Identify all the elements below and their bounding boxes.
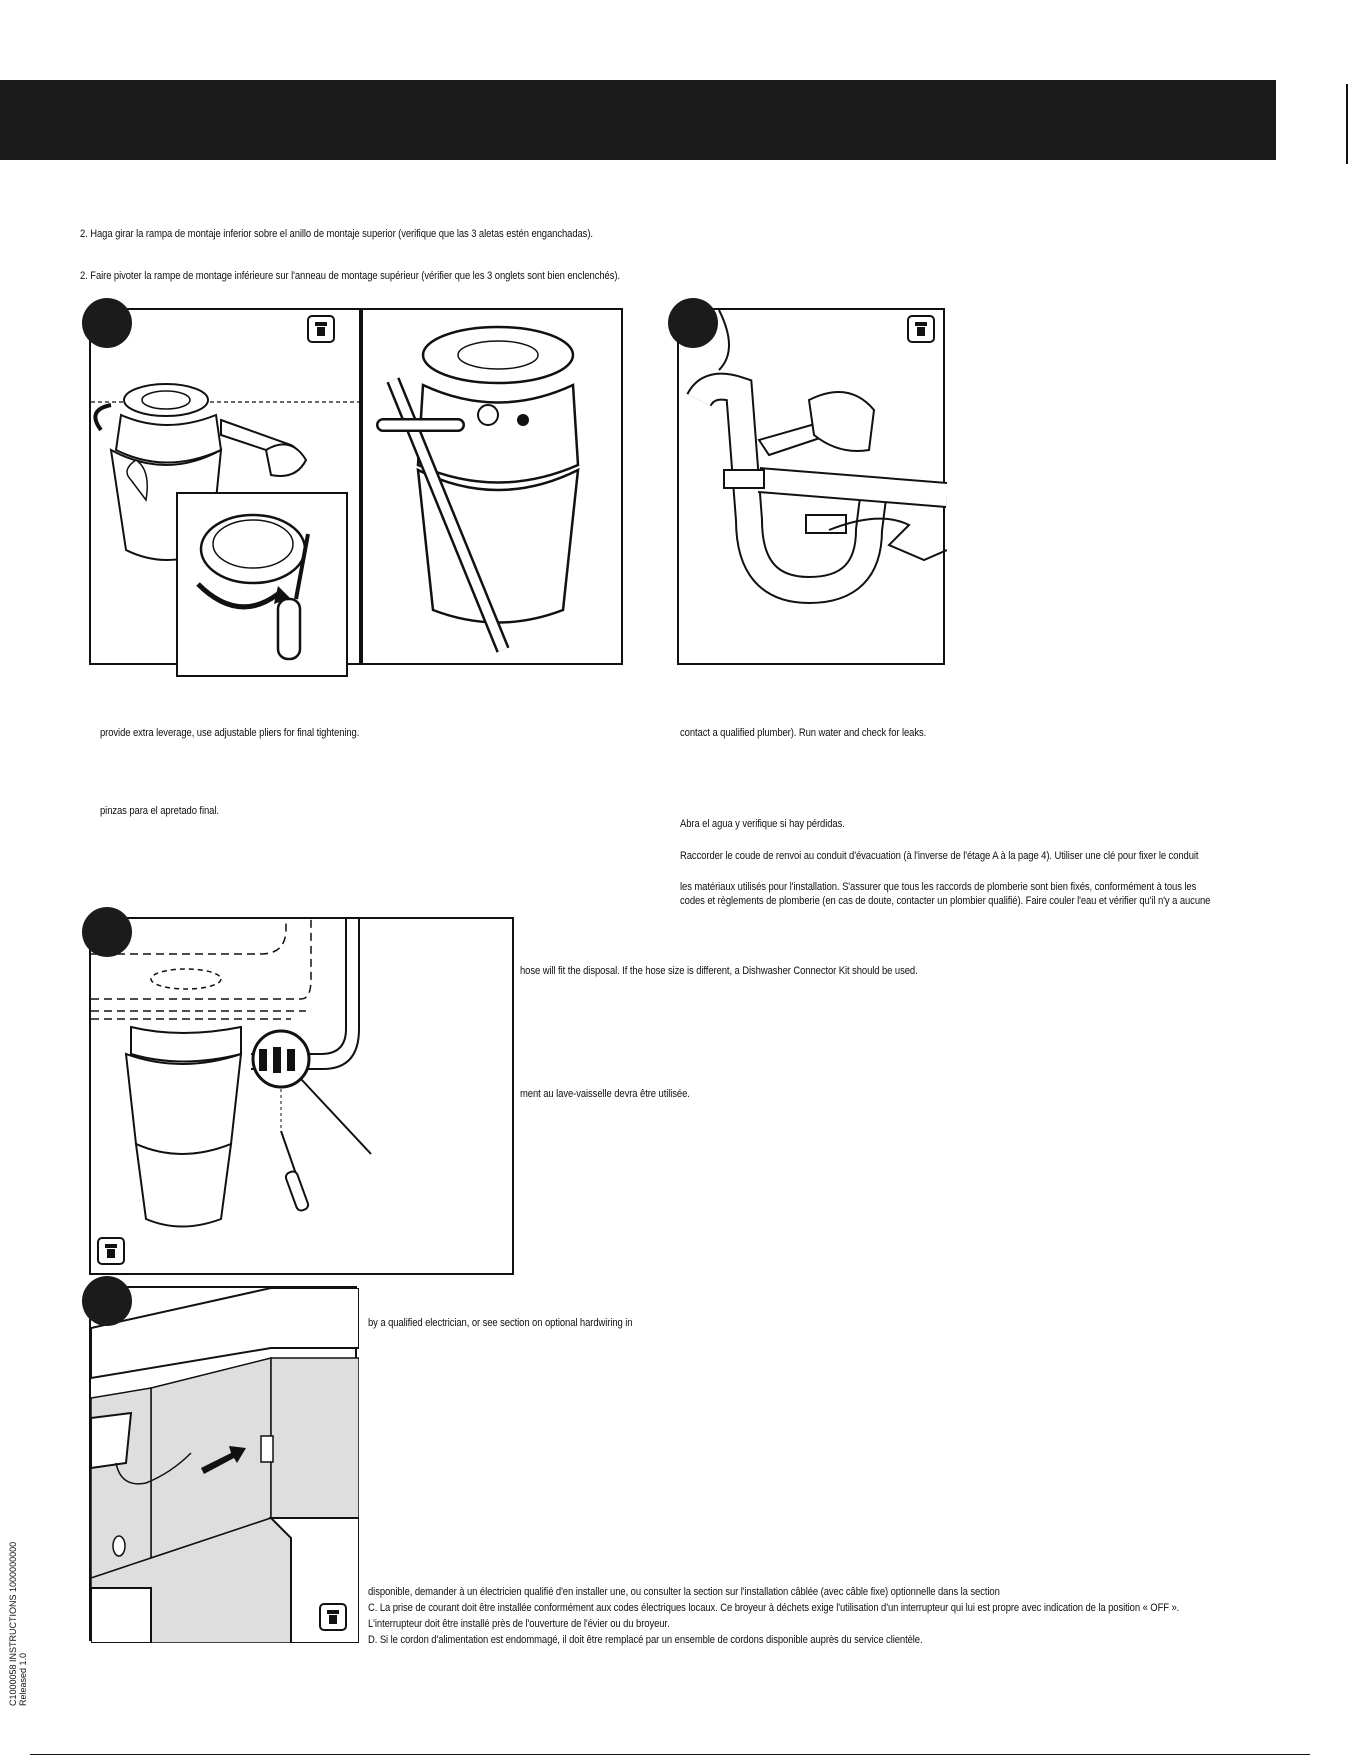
caption-en-plumber: contact a qualified plumber). Run water and check for leaks. <box>680 727 927 739</box>
step-number-circle-e <box>82 1276 132 1326</box>
caption-fr-materiaux-1: les matériaux utilisés pour l'installation. S'assurer que tous les raccords de plomberie sont bien fixés, conformément à tous les <box>680 881 1197 893</box>
caption-fr-interrupteur: L'interrupteur doit être installé près de l'ouverture de l'évier ou du broyeur. <box>368 1618 670 1630</box>
instruction-fr-step2: 2. Faire pivoter la rampe de montage inférieure sur l'anneau de montage supérieur (vérifier que les 3 onglets sont bien enclenchés). <box>80 270 620 282</box>
caption-fr-d: D. Si le cordon d'alimentation est endommagé, il doit être remplacé par un ensemble de cordons disponible auprès du service clientèle. <box>368 1634 923 1646</box>
bottom-rule <box>30 1754 1310 1755</box>
inset-drawing <box>178 494 350 679</box>
illustration-electrical-outlet <box>89 1286 357 1641</box>
screwdriver-icon <box>97 1237 125 1265</box>
document-code-line-1: C1000058 INSTRUCTIONS 1000000000 <box>8 1541 18 1706</box>
detail-inset-screwdriver <box>176 492 348 677</box>
drain-trap-drawing <box>679 310 947 667</box>
caption-fr-materiaux-2: codes et règlements de plomberie (en cas de doute, contacter un plombier qualifié). Faire couler l'eau et vérifier qu'il n'y a aucune <box>680 895 1211 907</box>
step-number-circle-d <box>82 907 132 957</box>
caption-fr-raccorder: Raccorder le coude de renvoi au conduit d'évacuation (à l'inverse de l'étage A à la page 4). Utiliser une clé pour fixer le conduit <box>680 850 1199 862</box>
illustration-disposal-wrench <box>361 308 623 665</box>
caption-es-pinzas: pinzas para el apretado final. <box>100 805 219 817</box>
caption-en-leverage: provide extra leverage, use adjustable pliers for final tightening. <box>100 727 360 739</box>
right-edge-mark <box>1346 84 1348 164</box>
illustration-dishwasher-hose <box>89 917 514 1275</box>
step-number-circle-a <box>82 298 132 348</box>
step-number-circle-c <box>668 298 718 348</box>
caption-fr-disponible: disponible, demander à un électricien qualifié d'en installer une, ou consulter la section sur l'installation câblée (avec câble fixe) optionnelle dans la section <box>368 1586 1000 1598</box>
caption-fr-lave: ment au lave-vaisselle devra être utilisée. <box>520 1088 690 1100</box>
plug-icon <box>319 1603 347 1631</box>
disposal-icon <box>307 315 335 343</box>
illustration-drain-trap <box>677 308 945 665</box>
wrench-icon <box>907 315 935 343</box>
document-code-line-2: Released 1.0 <box>18 1652 28 1706</box>
disposal-wrench-drawing <box>363 310 625 667</box>
header-bar <box>0 80 1276 160</box>
electrical-outlet-drawing <box>91 1288 359 1643</box>
document-code <box>8 1542 28 1706</box>
caption-en-electrician: by a qualified electrician, or see section on optional hardwiring in <box>368 1317 633 1329</box>
caption-en-hose: hose will fit the disposal. If the hose size is different, a Dishwasher Connector Kit should be used. <box>520 965 918 977</box>
caption-es-agua: Abra el agua y verifique si hay pérdidas. <box>680 818 845 830</box>
caption-fr-c: C. La prise de courant doit être installée conformément aux codes électriques locaux. Ce broyeur à déchets exige l'utilisation d'un interrupteur qui lui est propre avec indication de la position « OFF ». <box>368 1602 1180 1614</box>
dishwasher-hose-drawing <box>91 919 516 1277</box>
instruction-es-step2: 2. Haga girar la rampa de montaje inferior sobre el anillo de montaje superior (verifique que las 3 aletas estén enganchadas). <box>80 228 593 240</box>
